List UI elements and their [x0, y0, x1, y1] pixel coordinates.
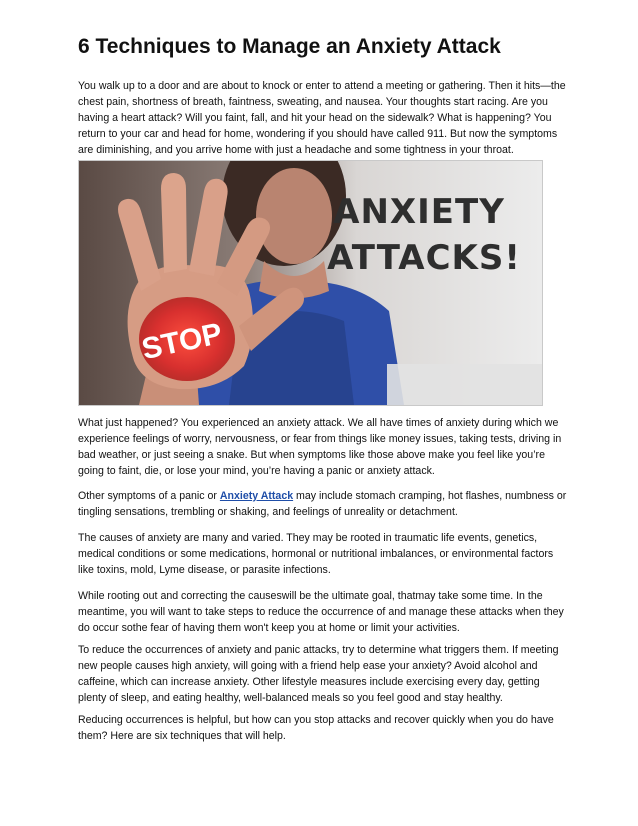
symptoms-text-before: Other symptoms of a panic or	[78, 490, 220, 502]
symptoms-paragraph	[78, 488, 568, 520]
reduce-occurrences-paragraph: To reduce the occurrences of anxiety and panic attacks, try to determine what triggers them. If meeting new people causes high anxiety, will going with a friend help ease your anxiety? Avoid alcohol and caffeine, which can increase anxiety. Other lifestyle measures include exercising every day, getting plenty of sleep, and eating healthy, well-balanced meals so you feel good and stay healthy.	[78, 644, 559, 704]
anxiety-attacks-image	[78, 160, 543, 406]
rooting-out-paragraph: While rooting out and correcting the causeswill be the ultimate goal, thatmay take some time. In the meantime, you will want to take steps to reduce the occurrence of and manage these attacks when they do occur sothe fear of having them won't keep you at home or limit your activities.	[78, 590, 564, 634]
image-headline-line2: ATTACKS!	[327, 238, 521, 278]
what-happened-paragraph: What just happened? You experienced an anxiety attack. We all have times of anxiety during which we experience feelings of worry, nervousness, or fear from things like money issues, taking tests, driving in bad weather, or just seeing a snake. But when symptoms like those above make you feel like you’re going to faint, die, or lose your mind, you’re having a panic or anxiety attack.	[78, 417, 562, 477]
anxiety-attack-link[interactable]: Anxiety Attack	[219, 490, 294, 502]
symptoms-text-after: may include stomach cramping, hot flashes, numbness or tingling sensations, trembling or shaking, and feelings of unreality or detachment.	[78, 490, 567, 518]
intro-paragraph: You walk up to a door and are about to knock or enter to attend a meeting or gathering. Then it hits—the chest pain, shortness of breath, faintness, sweating, and nausea. Your thoughts start racing. Are you having a heart attack? Will you faint, fall, and hit your head on the sidewalk? What is happening? You return to your car and head for home, wondering if you should have called 911. But now the symptoms are diminishing, and you arrive home with just a headache and some tightness in your throat.	[78, 80, 566, 156]
stop-text: STOP	[138, 317, 226, 367]
page-title: 6 Techniques to Manage an Anxiety Attack	[78, 35, 501, 58]
stop-hand-photo	[79, 161, 542, 405]
image-headline-line1: ANXIETY	[333, 192, 505, 232]
causes-paragraph: The causes of anxiety are many and varied. They may be rooted in traumatic life events, genetics, medical conditions or some medications, hormonal or nutritional imbalances, or environmental factors like toxins, mold, Lyme disease, or parasite infections.	[78, 532, 554, 576]
techniques-intro-paragraph: Reducing occurrences is helpful, but how can you stop attacks and recover quickly when you do have them? Here are six techniques that will help.	[78, 714, 554, 742]
